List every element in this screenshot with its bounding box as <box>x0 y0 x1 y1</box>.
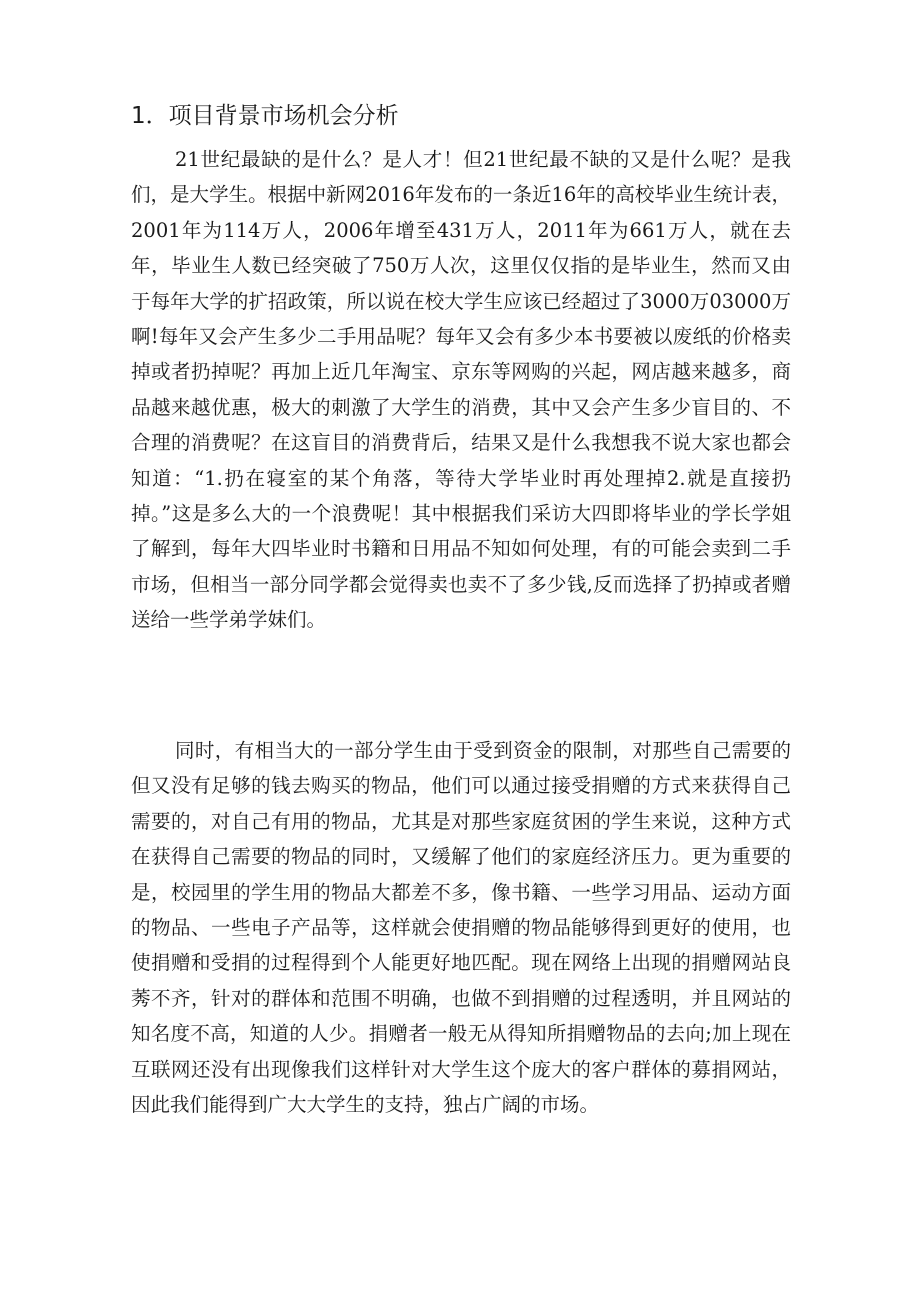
section-heading: 1．项目背景市场机会分析 <box>131 103 399 129</box>
paragraph-2: 同时，有相当大的一部分学生由于受到资金的限制，对那些自己需要的但又没有足够的钱去购买的物品，他们可以通过接受捐赠的方式来获得自己需要的，对自己有用的物品，尤其是对那些家庭贫困的学生来说，这种方式在获得自己需要的物品的同时，又缓解了他们的家庭经济压力。更为重要的是，校园里的学生用的物品大都差不多，像书籍、一些学习用品、运动方面的物品、一些电子产品等，这样就会使捐赠的物品能够得到更好的使用，也使捐赠和受捐的过程得到个人能更好地匹配。现在网络上出现的捐赠网站良莠不齐，针对的群体和范围不明确，也做不到捐赠的过程透明，并且网站的知名度不高，知道的人少。捐赠者一般无从得知所捐赠物品的去向;加上现在互联网还没有出现像我们这样针对大学生这个庞大的客户群体的募捐网站，因此我们能得到广大大学生的支持，独占广阔的市场。 <box>131 739 791 1117</box>
paragraph-1: 21世纪最缺的是什么？是人才！但21世纪最不缺的又是什么呢？是我们，是大学生。根据中新网2016年发布的一条近16年的高校毕业生统计表，2001年为114万人，2006年增至431万人，2011年为661万人，就在去年，毕业生人数已经突破了750万人次，这里仅仅指的是毕业生，然而又由于每年大学的扩招政策，所以说在校大学生应该已经超过了3000万03000万啊!每年又会产生多少二手用品呢？每年又会有多少本书要被以废纸的价格卖掉或者扔掉呢？再加上近几年淘宝、京东等网购的兴起，网店越来越多，商品越来越优惠，极大的刺激了大学生的消费，其中又会产生多少盲目的、不合理的消费呢？在这盲目的消费背后，结果又是什么我想我不说大家也都会知道：“1.扔在寝室的某个角落，等待大学毕业时再处理掉2.就是直接扔掉。”这是多么大的一个浪费呢！其中根据我们采访大四即将毕业的学长学姐了解到，每年大四毕业时书籍和日用品不知如何处理，有的可能会卖到二手市场，但相当一部分同学都会觉得卖也卖不了多少钱,反而选择了扔掉或者赠送给一些学弟学妹们。 <box>131 148 791 632</box>
